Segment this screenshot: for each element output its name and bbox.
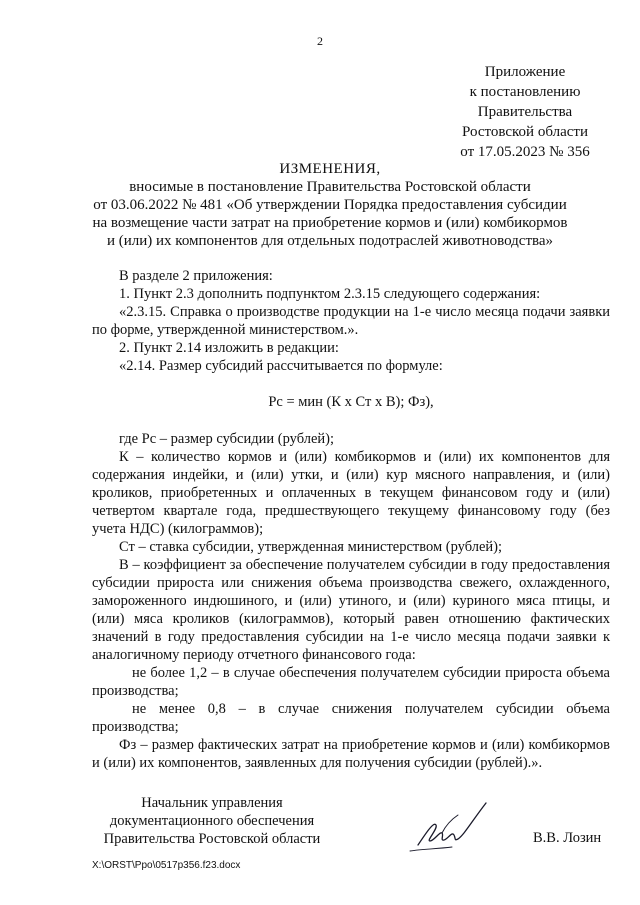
signatory-name: В.В. Лозин xyxy=(533,830,602,846)
signatory-line: Правительства Ростовской области xyxy=(103,831,321,847)
paragraph: 2. Пункт 2.14 изложить в редакции: xyxy=(119,340,339,356)
paragraph: «2.14. Размер субсидий рассчитывается по формуле: xyxy=(119,358,443,374)
paragraph: В разделе 2 приложения: xyxy=(119,268,273,284)
paragraph: где Рс – размер субсидии (рублей); xyxy=(119,431,335,447)
heading-line: вносимые в постановление Правительства Ростовской области xyxy=(129,179,531,195)
document-heading xyxy=(60,160,600,250)
signatory-line: Начальник управления xyxy=(141,795,283,811)
appendix-block xyxy=(430,62,620,162)
heading-line: и (или) их компонентов для отдельных подотраслей животноводства» xyxy=(106,233,554,249)
heading-title: ИЗМЕНЕНИЯ, xyxy=(279,161,381,177)
appendix-line: Правительства xyxy=(477,104,573,120)
paragraph: Ст – ставка субсидии, утвержденная министерством (рублей); xyxy=(119,539,503,555)
paragraph: В – коэффициент за обеспечение получателем субсидии в году предоставления субсидии прироста или снижения объема производства свежего, охлажденного, замороженного индюшиного, и (или) утиного, и (или) куриного мяса птицы, и (или) мяса кроликов (килограммов), который равен отношению фактических значений в году предоставления субсидии на 1-е число месяца подачи заявки к аналогичному периоду отчетного финансового года: xyxy=(92,557,610,663)
document-body xyxy=(92,267,610,772)
signatory-line: документационного обеспечения xyxy=(109,813,315,829)
paragraph: не более 1,2 – в случае обеспечения получателем субсидии прироста объема производства; xyxy=(92,665,610,699)
paragraph: Фз – размер фактических затрат на приобретение кормов и (или) комбикормов и (или) их компонентов, заявленных для получения субсидии (рублей).». xyxy=(92,737,610,771)
appendix-line: от 17.05.2023 № 356 xyxy=(460,144,590,160)
heading-line: от 03.06.2022 № 481 «Об утверждении Порядка предоставления субсидии xyxy=(93,197,567,213)
paragraph: К – количество кормов и (или) комбикормов и (или) их компонентов для содержания индейки, и (или) утки, и (или) кур мясного направления, и (или) кроликов, приобретенных и оплаченных в текущем финансовом году и (или) четвертом квартале года, предшествующего текущему финансовому году (без учета НДС) (килограммов); xyxy=(92,449,610,537)
appendix-line: к постановлению xyxy=(469,84,581,100)
paragraph: 1. Пункт 2.3 дополнить подпунктом 2.3.15 следующего содержания: xyxy=(119,286,541,302)
page-number: 2 xyxy=(317,34,323,48)
paragraph: «2.3.15. Справка о производстве продукции на 1-е число месяца подачи заявки по форме, утвержденной министерством.». xyxy=(92,304,610,338)
signatory-title xyxy=(92,794,332,848)
handwritten-signature xyxy=(400,795,490,857)
formula: Рс = мин (К х Ст х В); Фз), xyxy=(268,394,434,410)
file-path: X:\ORST\Ppo\0517p356.f23.docx xyxy=(92,860,241,871)
paragraph: не менее 0,8 – в случае снижения получателем субсидии объема производства; xyxy=(92,701,610,735)
appendix-line: Ростовской области xyxy=(462,124,588,140)
appendix-line: Приложение xyxy=(484,64,566,80)
heading-line: на возмещение части затрат на приобретение кормов и (или) комбикормов xyxy=(92,215,568,231)
